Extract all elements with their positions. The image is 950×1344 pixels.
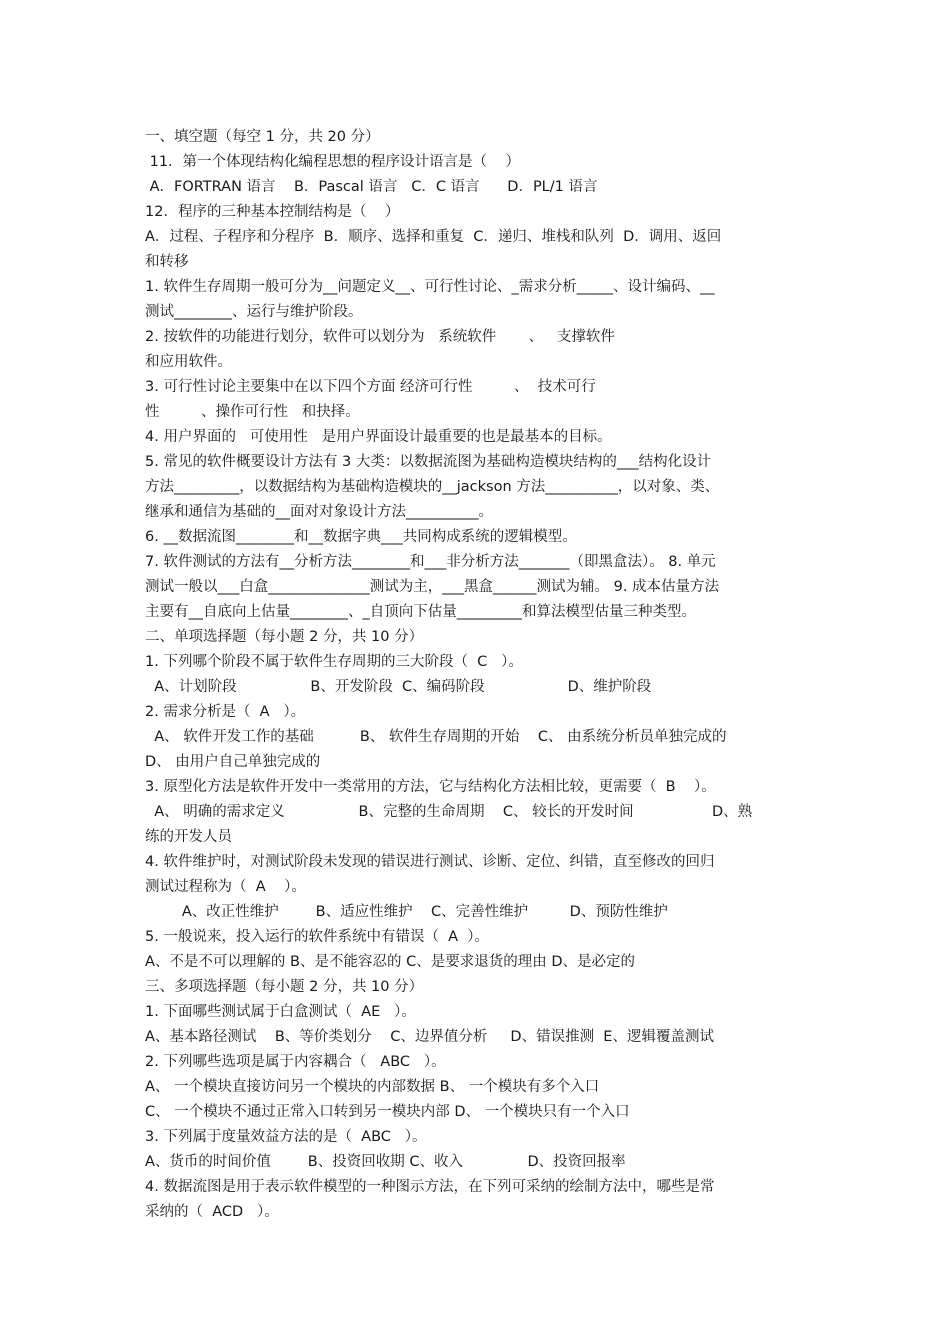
fill-blank-line: 6. __数据流图________和__数据字典___共同构成系统的逻辑模型。 [145, 529, 577, 545]
fill-blank-line: 4. 用户界面的 可使用性 是用户界面设计最重要的也是最基本的目标。 [145, 429, 612, 445]
option-line: A、改正性维护 B、适应性维护 C、完善性维护 D、预防性维护 [145, 904, 668, 920]
option-line: A．过程、子程序和分程序 B．顺序、选择和重复 C．递归、堆栈和队列 D．调用、返回 [145, 229, 722, 245]
option-line: A、 一个模块直接访问另一个模块的内部数据 B、 一个模块有多个入口 [145, 1079, 600, 1095]
question-line: 5. 一般说来，投入运行的软件系统中有错误（ A ）。 [145, 929, 490, 945]
question-line: 3. 原型化方法是软件开发中一类常用的方法，它与结构化方法相比较，更需要（ B ）。 [145, 779, 716, 795]
option-line: 练的开发人员 [145, 829, 232, 845]
fill-blank-line: 5. 常见的软件概要设计方法有 3 大类：以数据流图为基础构造模块结构的___结构化设计 [145, 454, 712, 470]
question-line: 1. 下列哪个阶段不属于软件生存周期的三大阶段（ C ）。 [145, 654, 523, 670]
option-line: A、 软件开发工作的基础 B、 软件生存周期的开始 C、 由系统分析员单独完成的 [145, 729, 727, 745]
option-line: A、 明确的需求定义 B、完整的生命周期 C、 较长的开发时间 D、熟 [145, 804, 753, 820]
question-line: 1. 下面哪些测试属于白盒测试（ AE ）。 [145, 1004, 416, 1020]
option-line: C、 一个模块不通过正常入口转到另一模块内部 D、 一个模块只有一个入口 [145, 1104, 630, 1120]
fill-blank-line: 1. 软件生存周期一般可分为__问题定义__、可行性讨论、_需求分析_____、设计编码、__ [145, 279, 715, 295]
option-line: 和转移 [145, 254, 189, 270]
fill-blank-line: 2. 按软件的功能进行划分，软件可以划分为 系统软件 、 支撑软件 [145, 329, 615, 345]
option-line: A、不是不可以理解的 B、是不能容忍的 C、是要求退货的理由 D、是必定的 [145, 954, 635, 970]
section-heading: 三、多项选择题（每小题 2 分，共 10 分） [145, 979, 424, 995]
option-line: D、 由用户自己单独完成的 [145, 754, 321, 770]
section-heading: 二、单项选择题（每小题 2 分，共 10 分） [145, 629, 424, 645]
option-line: A、基本路径测试 B、等价类划分 C、边界值分析 D、错误推测 E、逻辑覆盖测试 [145, 1029, 714, 1045]
fill-blank-line: 方法_________，以数据结构为基础构造模块的__jackson 方法__________，以对象、类、 [145, 479, 720, 495]
option-line: A．FORTRAN 语言 B．Pascal 语言 C．C 语言 D．PL/1 语言 [145, 179, 598, 195]
fill-blank-line: 7. 软件测试的方法有__分析方法________和___非分析方法_______（即黑盒法）。 8. 单元 [145, 554, 716, 570]
fill-blank-line: 继承和通信为基础的__面对对象设计方法__________。 [145, 504, 493, 520]
fill-blank-line: 主要有__自底向上估量________、_自顶向下估量_________和算法模型估量三种类型。 [145, 604, 696, 620]
question-line: 采纳的（ ACD ）。 [145, 1204, 279, 1220]
fill-blank-line: 3. 可行性讨论主要集中在以下四个方面 经济可行性 、 技术可行 [145, 379, 596, 395]
question-line: 4. 软件维护时，对测试阶段未发现的错误进行测试、诊断、定位、纠错，直至修改的回归 [145, 854, 715, 870]
fill-blank-line: 测试一般以___白盒______________测试为主，___黑盒______测试为辅。 9. 成本估量方法 [145, 579, 720, 595]
question-line: 2. 下列哪些选项是属于内容耦合（ ABC ）。 [145, 1054, 446, 1070]
question-line: 12．程序的三种基本控制结构是（ ） [145, 204, 400, 220]
section-heading: 一、填空题（每空 1 分，共 20 分） [145, 129, 380, 145]
question-line: 4. 数据流图是用于表示软件模型的一种图示方法，在下列可采纳的绘制方法中，哪些是常 [145, 1179, 715, 1195]
question-line: 测试过程称为（ A ）。 [145, 879, 306, 895]
document-body [145, 125, 815, 1225]
fill-blank-line: 和应用软件。 [145, 354, 232, 370]
option-line: A、货币的时间价值 B、投资回收期 C、收入 D、投资回报率 [145, 1154, 626, 1170]
question-line: 2. 需求分析是（ A ）。 [145, 704, 306, 720]
fill-blank-line: 性 、操作可行性 和抉择。 [145, 404, 360, 420]
fill-blank-line: 测试________、运行与维护阶段。 [145, 304, 363, 320]
question-line: 3. 下列属于度量效益方法的是（ ABC ）。 [145, 1129, 427, 1145]
option-line: A、计划阶段 B、开发阶段 C、编码阶段 D、维护阶段 [145, 679, 652, 695]
question-line: 11．第一个体现结构化编程思想的程序设计语言是（ ） [145, 154, 520, 170]
